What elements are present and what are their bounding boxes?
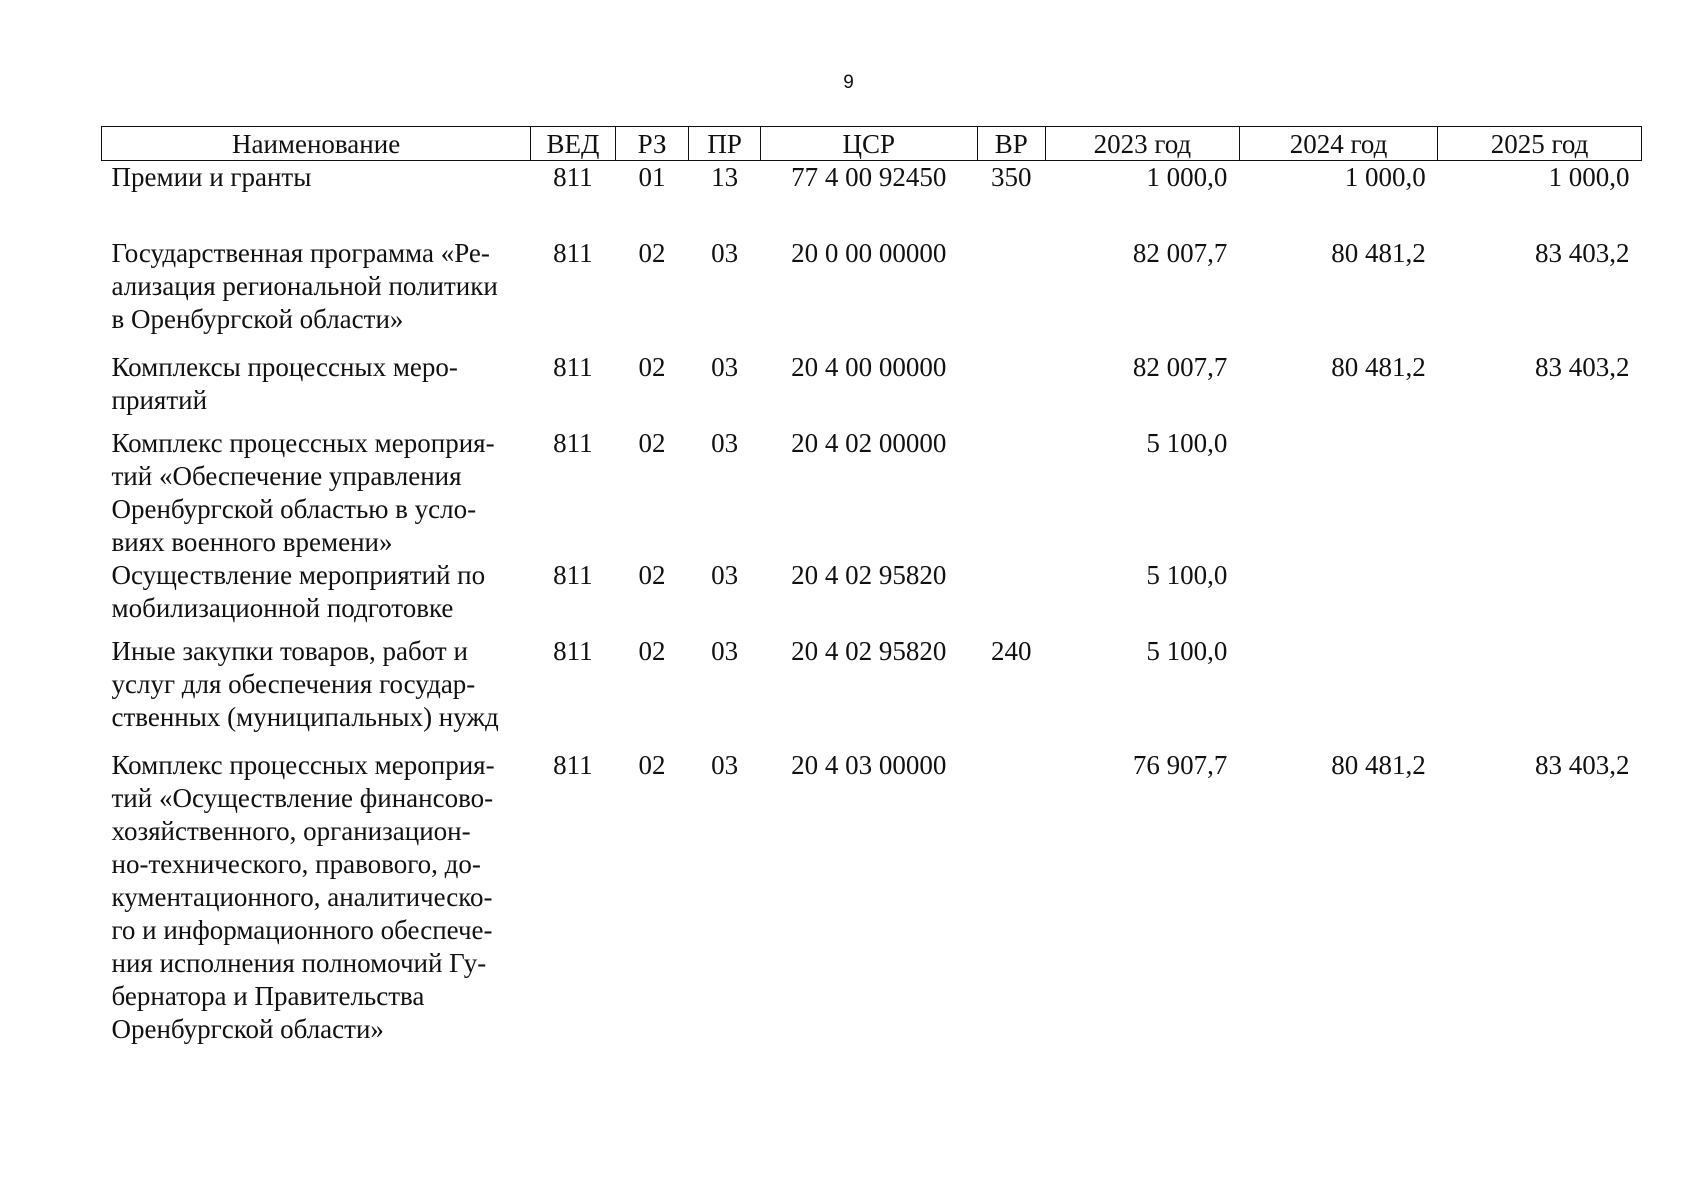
table-row [102,749,1642,1049]
cell-csr: 20 4 02 00000 [791,428,947,458]
header-name: Наименование [102,127,531,161]
cell-2023: 5 100,0 [1146,560,1228,590]
cell-2025 [1438,427,1642,559]
table-body [102,161,1642,1050]
cell-2023: 76 907,7 [1132,750,1228,780]
cell-rz: 01 [638,162,666,192]
header-ved: ВЕД [531,127,616,161]
cell-vr [977,749,1045,1049]
cell-name: Комплекс процессных мероприя- тий «Обеспечение управления Оренбургской областью в усло- виях военного времени» [111,428,495,557]
cell-2023: 5 100,0 [1146,428,1228,458]
cell-csr: 20 4 00 00000 [791,352,947,382]
cell-ved: 811 [553,238,593,268]
cell-vr [977,237,1045,351]
table-row [102,351,1642,427]
cell-2023: 1 000,0 [1146,162,1228,192]
cell-vr [977,559,1045,635]
cell-pr: 13 [711,162,739,192]
table-header-row [102,127,1642,161]
header-vr: ВР [977,127,1045,161]
cell-ved: 811 [553,636,593,666]
table-row [102,559,1642,635]
cell-ved: 811 [553,750,593,780]
cell-csr: 20 4 02 95820 [791,560,947,590]
cell-2024: 1 000,0 [1344,162,1426,192]
cell-2023: 82 007,7 [1132,352,1228,382]
cell-2025: 83 403,2 [1535,238,1630,268]
cell-2024 [1239,559,1437,635]
cell-2025: 83 403,2 [1535,750,1630,780]
cell-pr: 03 [711,560,739,590]
cell-csr: 20 4 02 95820 [791,636,947,666]
header-pr: ПР [689,127,761,161]
cell-2024 [1239,635,1437,749]
cell-ved: 811 [553,162,593,192]
cell-2025: 83 403,2 [1535,352,1630,382]
cell-pr: 03 [711,636,739,666]
table-row [102,635,1642,749]
cell-2023: 5 100,0 [1146,636,1228,666]
header-csr: ЦСР [760,127,977,161]
cell-csr: 20 4 03 00000 [791,750,947,780]
header-2023: 2023 год [1045,127,1239,161]
header-rz: РЗ [615,127,689,161]
header-2024: 2024 год [1239,127,1437,161]
cell-vr [977,427,1045,559]
cell-name: Государственная программа «Ре- ализация региональной политики в Оренбургской области» [111,238,498,334]
cell-name: Иные закупки товаров, работ и услуг для обеспечения государ- ственных (муниципальных) нужд [111,636,499,732]
cell-rz: 02 [638,560,666,590]
cell-name: Премии и гранты [111,162,312,192]
cell-name: Комплекс процессных мероприя- тий «Осуществление финансово- хозяйственного, организацион- но-технического, правового, до- кументационного, аналитическо- го и информационного обеспече- ния исполнения полномочий Гу- бернатора и Правительства Оренбургской области» [111,750,495,1044]
cell-rz: 02 [638,352,666,382]
cell-pr: 03 [711,352,739,382]
cell-csr: 20 0 00 00000 [791,238,947,268]
cell-name: Осуществление мероприятий по мобилизационной подготовке [111,560,486,623]
cell-rz: 02 [638,238,666,268]
cell-pr: 03 [711,750,739,780]
table-row [102,237,1642,351]
cell-csr: 77 4 00 92450 [791,162,947,192]
cell-rz: 02 [638,750,666,780]
page-number: 9 [843,72,854,93]
cell-vr: 240 [991,636,1032,666]
table-row [102,427,1642,559]
budget-table [101,126,1642,1049]
cell-2024: 80 481,2 [1331,238,1426,268]
cell-2024: 80 481,2 [1331,750,1426,780]
cell-ved: 811 [553,428,593,458]
cell-2025: 1 000,0 [1548,162,1630,192]
cell-ved: 811 [553,560,593,590]
cell-2025 [1438,559,1642,635]
cell-pr: 03 [711,238,739,268]
table-row [102,161,1642,238]
cell-2024 [1239,427,1437,559]
cell-ved: 811 [553,352,593,382]
cell-rz: 02 [638,428,666,458]
cell-2023: 82 007,7 [1132,238,1228,268]
cell-2024: 80 481,2 [1331,352,1426,382]
cell-vr [977,351,1045,427]
cell-name: Комплексы процессных меро- приятий [111,352,458,415]
cell-rz: 02 [638,636,666,666]
cell-pr: 03 [711,428,739,458]
header-2025: 2025 год [1438,127,1642,161]
cell-vr: 350 [991,162,1032,192]
cell-2025 [1438,635,1642,749]
